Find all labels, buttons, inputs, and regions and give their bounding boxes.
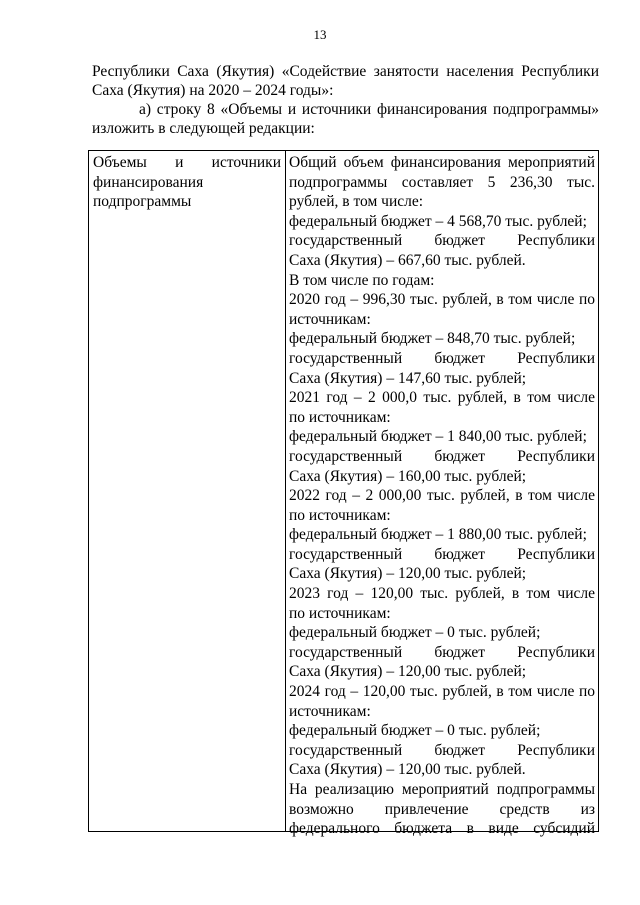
content-line: 2024 год – 120,00 тыс. рублей, в том числе по [289,683,595,701]
intro-line-2: Саха (Якутия) на 2020 – 2024 годы»: [92,82,334,99]
intro-line-4: изложить в следующей редакции: [92,120,315,137]
content-line: 2021 год – 2 000,0 тыс. рублей, в том числе [289,389,595,407]
table-cell-content [286,151,598,838]
content-line: государственный бюджет Республики [289,545,595,563]
content-line: по источникам: [289,408,391,426]
content-line: по источникам: [289,506,391,524]
content-line: Саха (Якутия) – 160,00 тыс. рублей; [289,467,527,485]
content-line: Саха (Якутия) – 147,60 тыс. рублей; [289,369,527,387]
intro-paragraph [92,62,599,138]
content-line: по источникам: [289,604,391,622]
content-line: государственный бюджет Республики [289,643,595,661]
content-line: Саха (Якутия) – 120,00 тыс. рублей; [289,663,527,681]
intro-line-3: а) строку 8 «Объемы и источники финансирования подпрограммы» [139,101,599,118]
content-line: государственный бюджет Республики [289,447,595,465]
content-line: На реализацию мероприятий подпрограммы [289,781,595,798]
content-line: государственный бюджет Республики [289,349,595,367]
content-line: подпрограммы составляет 5 236,30 тыс. [289,173,595,191]
content-line: государственный бюджет Республики [289,741,595,759]
content-line: Саха (Якутия) – 120,00 тыс. рублей. [289,761,526,779]
content-line: источникам: [289,310,371,328]
content-line: федеральный бюджет – 0 тыс. рублей; [289,624,541,642]
content-line: государственный бюджет Республики [289,232,595,250]
content-line: 2022 год – 2 000,00 тыс. рублей, в том числе [289,487,595,505]
content-line: 2020 год – 996,30 тыс. рублей, в том числе по [289,291,595,309]
label-line: подпрограммы [93,193,192,211]
label-line: финансирования [93,173,204,191]
content-line: федеральный бюджет – 0 тыс. рублей; [289,722,541,740]
content-line: федеральный бюджет – 1 880,00 тыс. рублей; [289,526,587,544]
content-line: В том числе по годам: [289,271,435,289]
table-cell-label [89,151,286,831]
intro-line-1: Республики Саха (Якутия) «Содействие занятости населения Республики [92,63,599,80]
content-line: федеральный бюджет – 4 568,70 тыс. рублей; [289,212,587,230]
content-line: Саха (Якутия) – 667,60 тыс. рублей. [289,251,526,269]
content-line: федерального бюджета в виде субсидий [289,820,595,838]
page-number: 13 [313,27,327,42]
content-line: возможно привлечение средств из [289,800,595,818]
content-line: Саха (Якутия) – 120,00 тыс. рублей; [289,565,527,583]
content-line: федеральный бюджет – 1 840,00 тыс. рублей; [289,428,587,446]
content-line: федеральный бюджет – 848,70 тыс. рублей; [289,330,576,348]
financing-table [88,150,599,838]
label-line: Объемы и источники [93,154,281,171]
content-line: источникам: [289,702,371,720]
content-line: рублей, в том числе: [289,193,424,211]
content-line: 2023 год – 120,00 тыс. рублей, в том числе [289,585,595,603]
content-line: Общий объем финансирования мероприятий [289,154,595,171]
